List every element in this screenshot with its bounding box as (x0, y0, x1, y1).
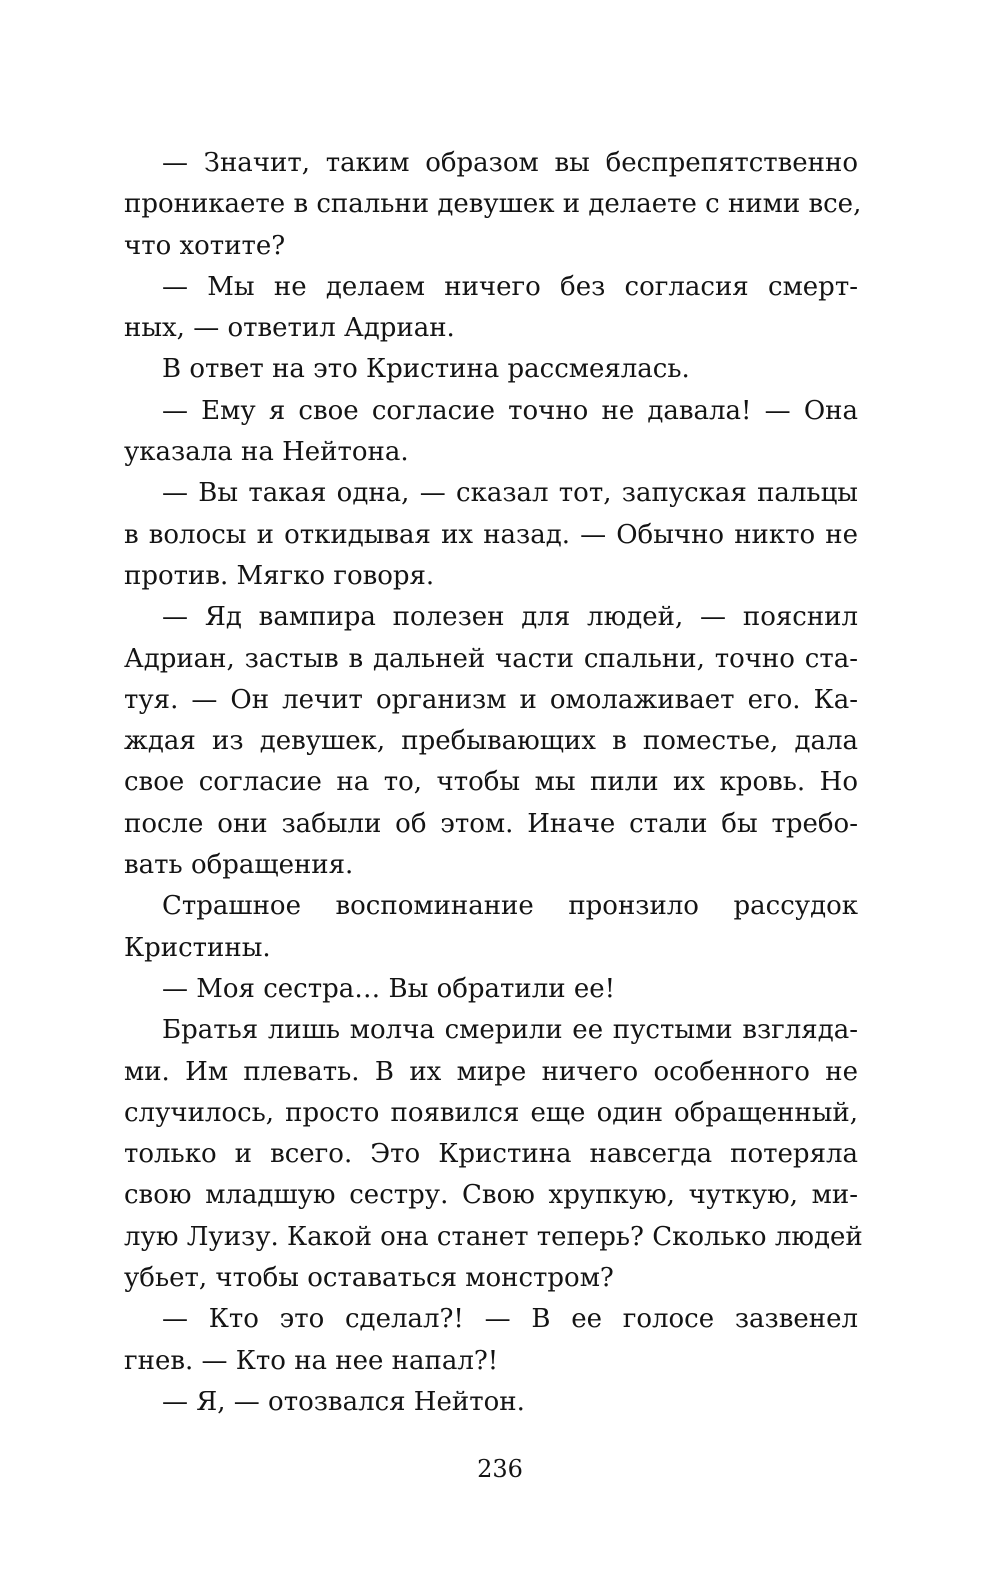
text-line: Адриан, застыв в дальней части спальни, точно ста- (124, 643, 858, 674)
text-line: против. Мягко говоря. (124, 560, 435, 591)
text-line: только и всего. Это Кристина навсегда потеряла (124, 1139, 858, 1170)
text-line: ных, — ответил Адриан. (124, 313, 455, 344)
text-line: ми. Им плевать. В их мире ничего особенного не (124, 1056, 858, 1087)
text-line: Кристины. (124, 932, 271, 963)
text-line: — Вы такая одна, — сказал тот, запуская пальцы (162, 478, 858, 509)
text-line: — Я, — отозвался Нейтон. (162, 1386, 525, 1417)
page-number: 236 (477, 1455, 523, 1483)
text-line: лую Луизу. Какой она станет теперь? Сколько людей (124, 1221, 863, 1252)
text-line: Братья лишь молча смерили ее пустыми взгляда- (162, 1015, 858, 1046)
text-line: — Значит, таким образом вы беспрепятственно (162, 148, 858, 178)
text-line: — Ему я свое согласие точно не давала! — Она (162, 395, 858, 426)
body-text (124, 143, 863, 1423)
text-line: свою младшую сестру. Свою хрупкую, чуткую, ми- (124, 1180, 858, 1211)
text-line: гнев. — Кто на нее напал?! (124, 1345, 499, 1376)
text-line: в волосы и откидывая их назад. — Обычно никто не (124, 519, 858, 550)
text-line: — Моя сестра… Вы обратили ее! (162, 973, 616, 1004)
text-line: — Кто это сделал?! — В ее голосе зазвенел (162, 1304, 858, 1335)
text-line: проникаете в спальни девушек и делаете с ними все, (124, 189, 862, 220)
text-line: убьет, чтобы оставаться монстром? (124, 1263, 614, 1294)
text-line: после они забыли об этом. Иначе стали бы требо- (124, 808, 858, 839)
text-line: ждая из девушек, пребывающих в поместье, дала (124, 726, 858, 757)
text-line: случилось, просто появился еще один обращенный, (124, 1097, 858, 1128)
text-line: туя. — Он лечит организм и омолаживает его. Ка- (124, 684, 858, 715)
text-line: В ответ на это Кристина рассмеялась. (162, 354, 690, 385)
text-line: указала на Нейтона. (124, 437, 409, 468)
text-line: что хотите? (124, 230, 286, 261)
text-line: Страшное воспоминание пронзило рассудок (162, 891, 858, 922)
text-line: — Яд вампира полезен для людей, — пояснил (162, 602, 858, 633)
text-line: — Мы не делаем ничего без согласия смерт- (162, 271, 858, 302)
text-line: вать обращения. (124, 850, 354, 881)
text-line: свое согласие на то, чтобы мы пили их кровь. Но (124, 767, 858, 798)
